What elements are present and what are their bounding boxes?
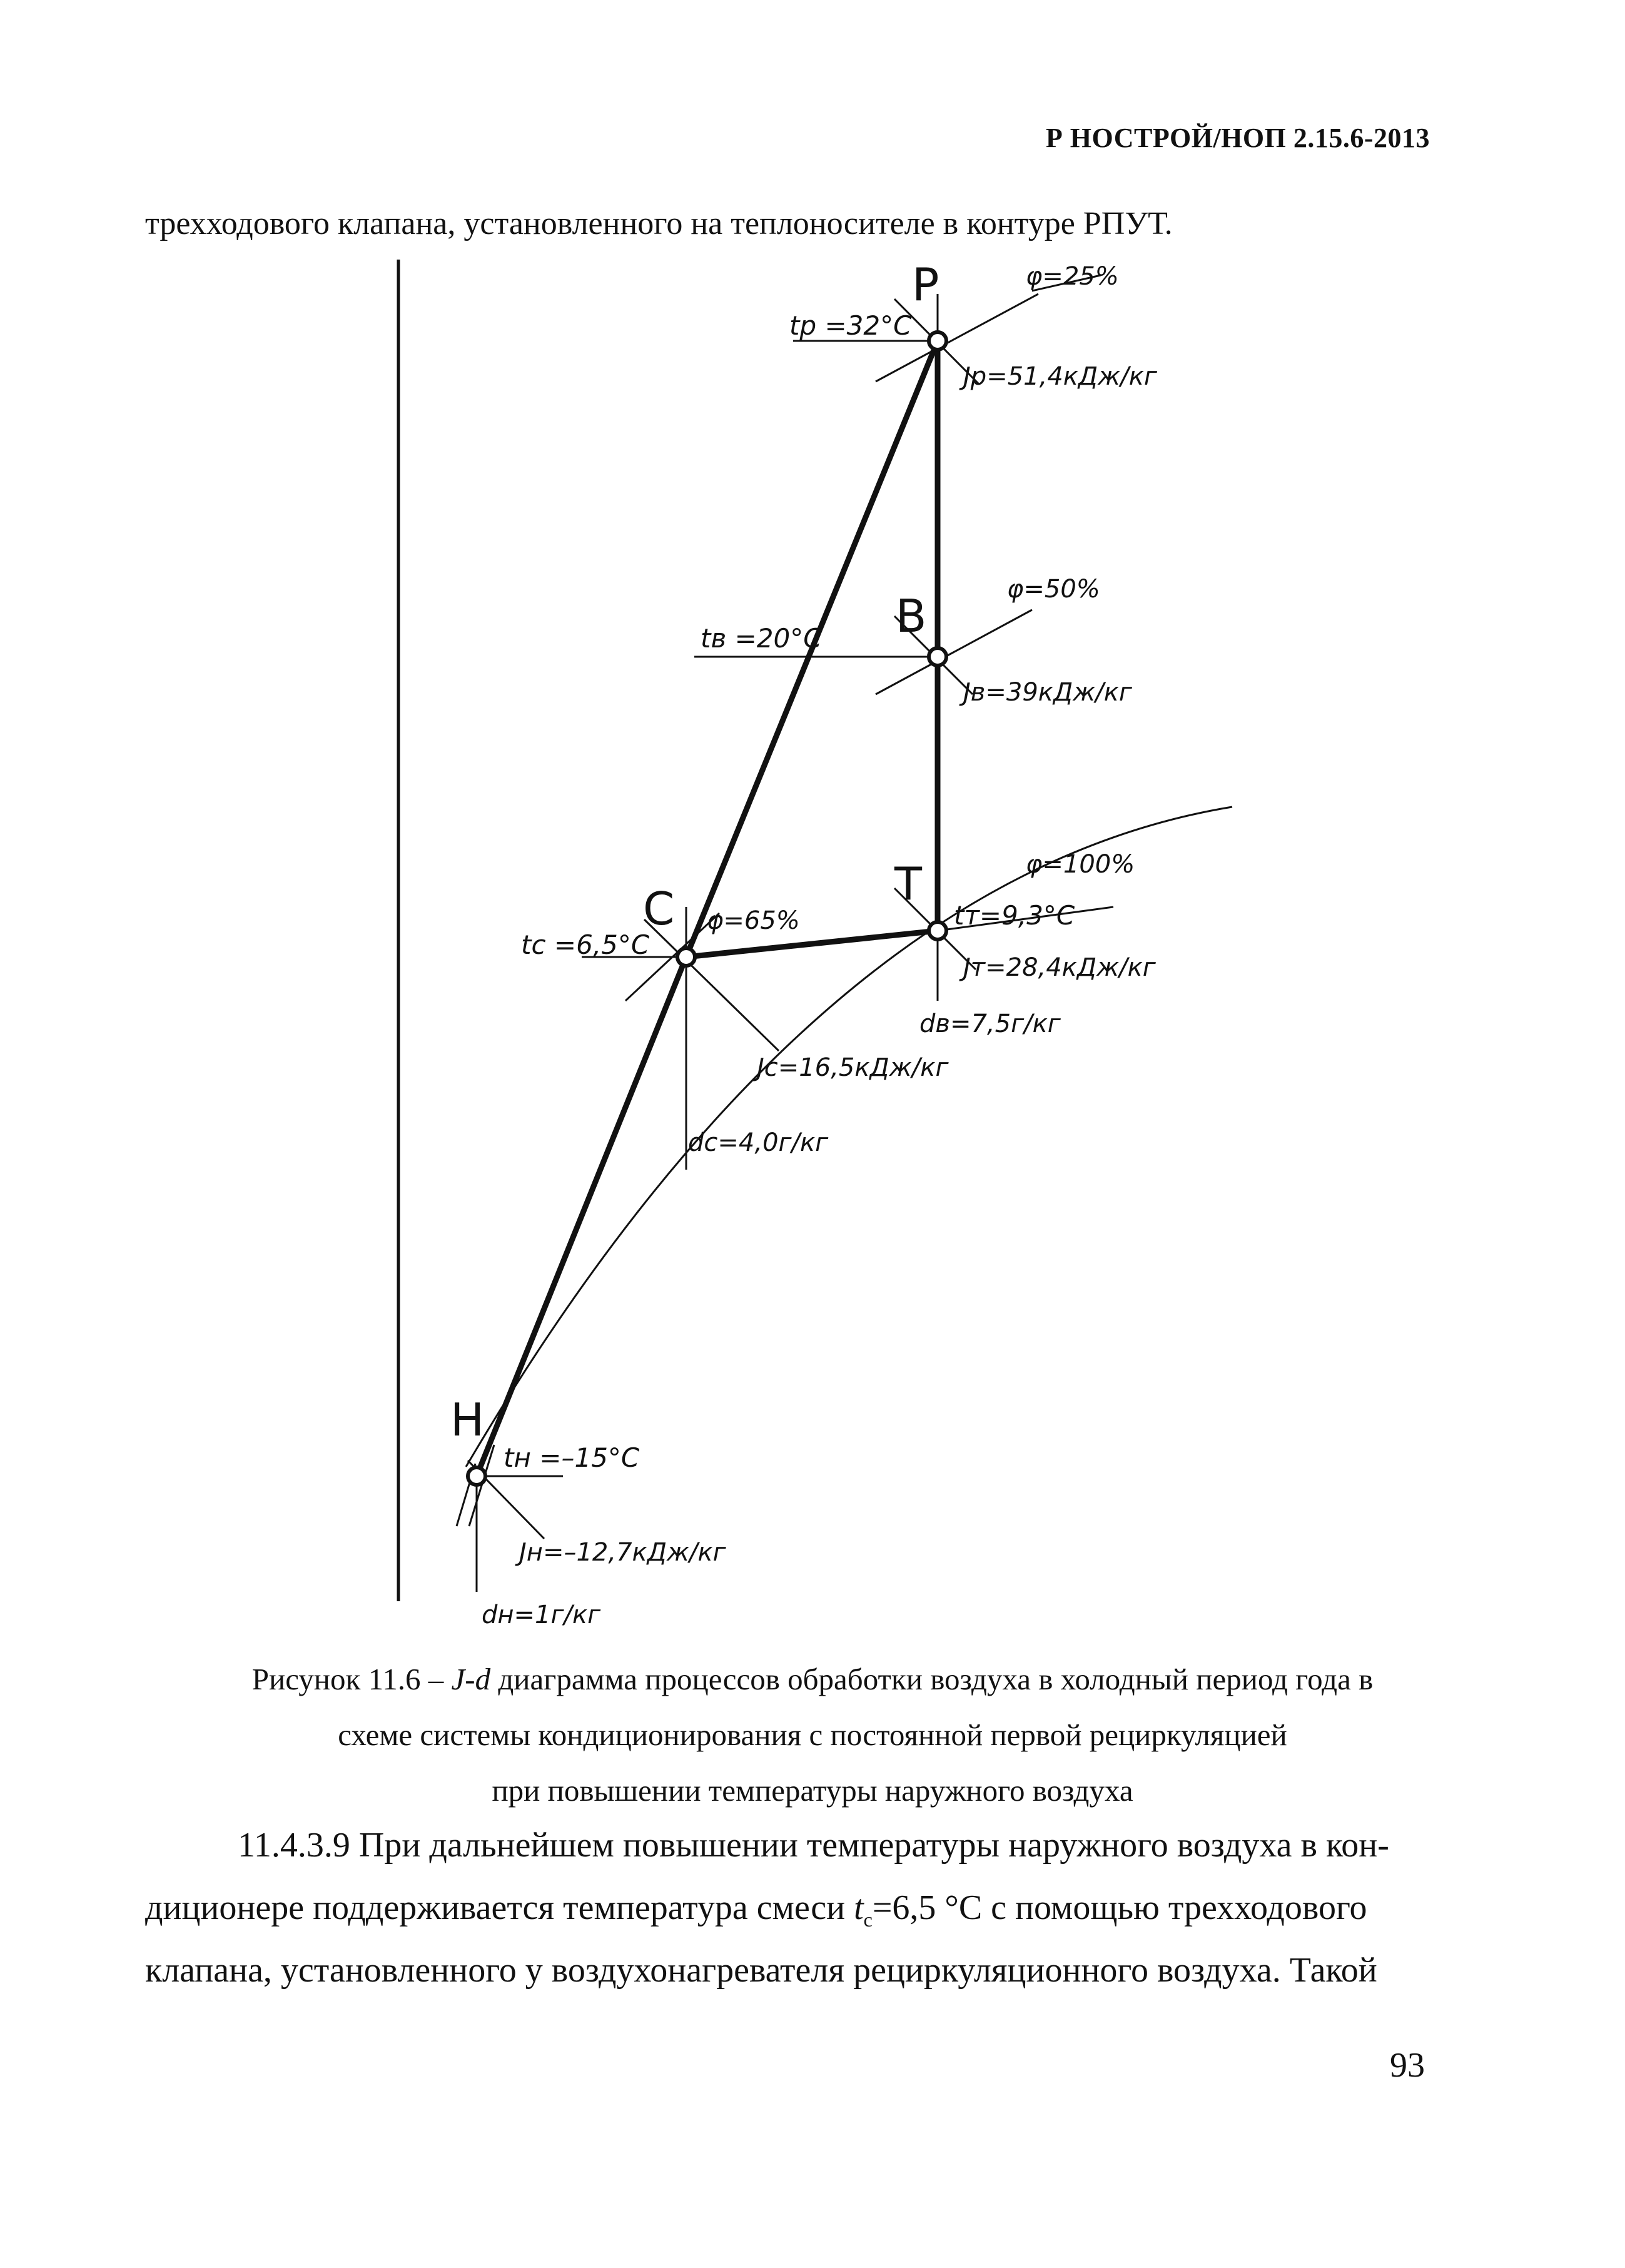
saturation-curve-phi100 (466, 807, 1232, 1467)
variable-subscript: с (863, 1908, 873, 1931)
caption-jd-term: J-d (451, 1662, 491, 1696)
paragraph-line-2-a: диционере поддерживается температура смеси (145, 1888, 854, 1927)
point-t-marker (929, 922, 946, 939)
intro-text-line: трехходового клапана, установленного на теплоносителе в контуре РПУТ. (145, 206, 1173, 241)
point-label-t: T (894, 858, 922, 910)
point-label-h: H (450, 1394, 485, 1446)
variable-t: t (854, 1888, 864, 1927)
paragraph-line-2 (145, 1876, 1427, 1939)
point-b-marker (929, 648, 946, 666)
figure-caption (0, 1651, 1625, 1818)
caption-line-2: схеме системы кондиционирования с постоянной первой рециркуляцией (338, 1718, 1287, 1752)
point-p-marker (929, 332, 946, 350)
label-t-h: tн =–15°С (504, 1442, 640, 1473)
label-j-b: Jв=39кДж/кг (963, 678, 1132, 707)
point-label-c: C (643, 883, 675, 935)
paragraph-line-1: 11.4.3.9 При дальнейшем повышении температуры наружного воздуха в кон- (238, 1826, 1389, 1865)
caption-line-1-rest: диаграмма процессов обработки воздуха в холодный период года в (490, 1662, 1374, 1696)
point-label-b: B (896, 590, 927, 642)
label-phi50: φ=50% (1007, 575, 1100, 604)
label-d-c: dс=4,0г/кг (688, 1128, 829, 1157)
point-c-marker (677, 948, 695, 966)
document-code: Р НОСТРОЙ/НОП 2.15.6-2013 (1045, 123, 1430, 153)
page-number: 93 (1390, 2046, 1425, 2085)
label-j-c: Jс=16,5кДж/кг (757, 1053, 949, 1082)
point-label-p: P (912, 258, 939, 311)
label-t-c: tс =6,5°С (521, 929, 650, 960)
label-phi65: φ=65% (707, 906, 800, 935)
label-j-t: Jт=28,4кДж/кг (963, 953, 1156, 982)
label-t-p: tр =32°С (789, 310, 912, 341)
caption-line-3: при повышении температуры наружного воздуха (492, 1773, 1133, 1808)
label-j-p: Jр=51,4кДж/кг (963, 362, 1157, 391)
paragraph-line-3: клапана, установленного у воздухонагревателя рециркуляционного воздуха. Такой (145, 1951, 1377, 1990)
body-paragraph (145, 1814, 1427, 2002)
label-t-t: tт=9,3°С (954, 900, 1075, 931)
label-phi25: φ=25% (1026, 262, 1119, 291)
process-line-h-c (477, 957, 686, 1476)
label-d-h: dн=1г/кг (482, 1601, 601, 1629)
caption-prefix: Рисунок 11.6 – (251, 1662, 452, 1696)
label-phi100: φ=100% (1026, 850, 1135, 879)
point-h-marker (468, 1467, 485, 1485)
label-t-b: tв =20°С (701, 623, 822, 654)
caption-line-1 (0, 1651, 1625, 1707)
paragraph-line-2-b: =6,5 °С с помощью трехходового (872, 1888, 1367, 1927)
label-d-b: dв=7,5г/кг (919, 1010, 1061, 1038)
label-j-h: Jн=–12,7кДж/кг (519, 1538, 726, 1567)
